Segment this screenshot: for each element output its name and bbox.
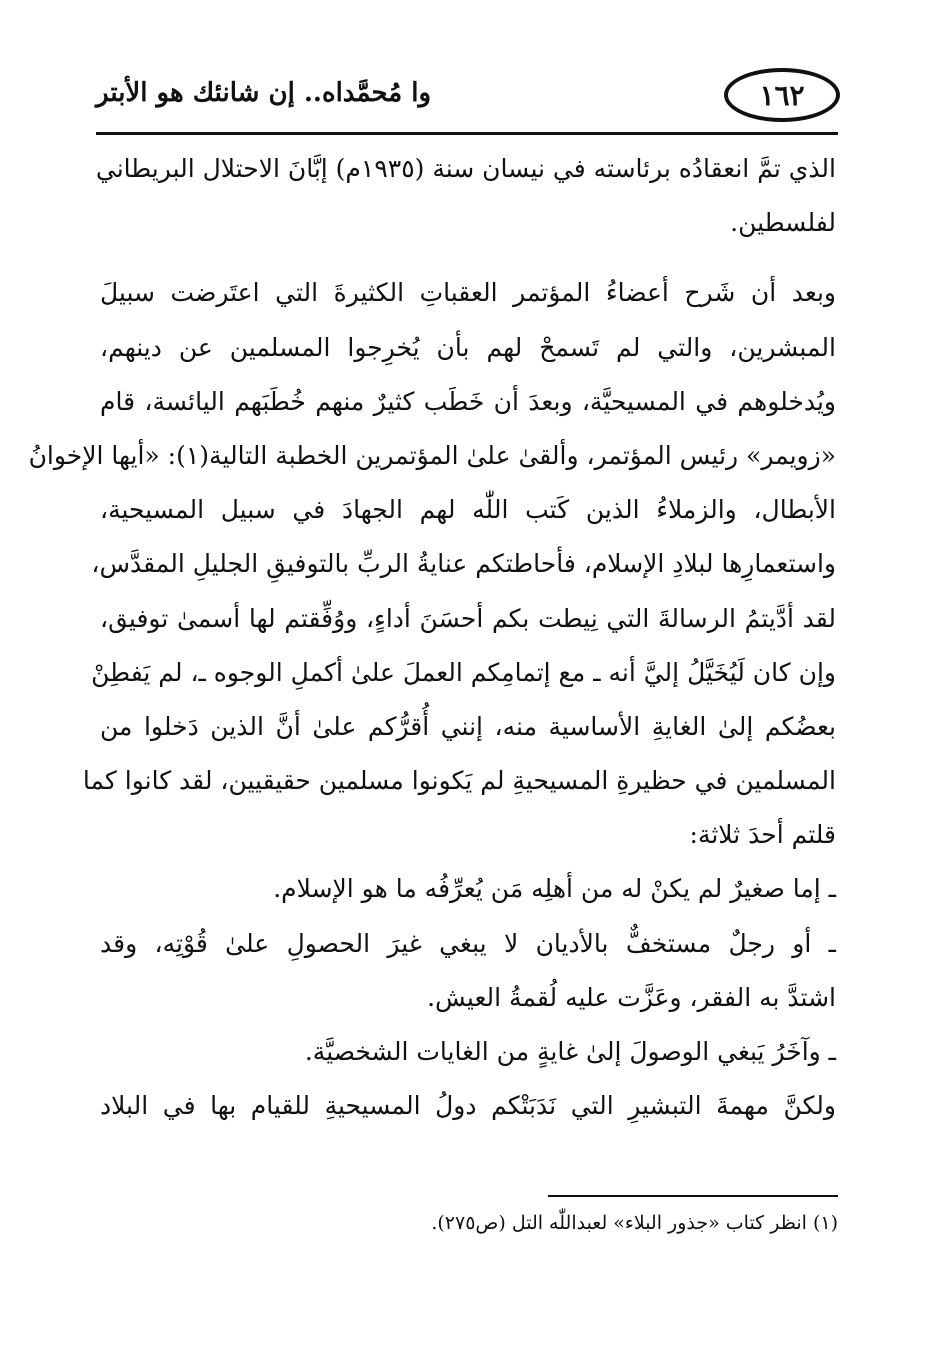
text-line: وبعد أن شَرح أعضاءُ المؤتمر العقباتِ الكثيرةَ التي اعتَرضت سبيلَ — [100, 278, 836, 308]
text-line: بعضُكم إلىٰ الغايةِ الأساسية منه، إنني أُقرُّكم علىٰ أنَّ الذين دَخلوا من — [100, 711, 836, 741]
text-line: وإن كان لَيُخَيَّلُ إليَّ أنه ـ مع إتمامِكم العملَ علىٰ أكملِ الوجوه ـ، لم يَفطِنْ — [91, 657, 836, 687]
text-line: المبشرين، والتي لم تَسمحْ لهم بأن يُخرِجوا المسلمين عن دينهم، — [100, 332, 836, 362]
list-item: ـ وآخَرُ يَبغي الوصولَ إلىٰ غايةٍ من الغايات الشخصيَّة. — [304, 1037, 836, 1066]
text-line: المسلمين في حظيرةِ المسيحيةِ لم يَكونوا مسلمين حقيقيين، لقد كانوا كما — [82, 766, 836, 796]
list-item: ـ إما صغيرٌ لم يكنْ له من أهلِه مَن يُعرِّفُه ما هو الإسلام. — [273, 874, 836, 904]
text-line: لقد أدَّيتمُ الرسالةَ التي نِيطت بكم أحسَنَ أداءٍ، ووُفِّقتم لها أسمىٰ توفيق، — [100, 603, 836, 633]
text-line: الذي تمَّ انعقادُه برئاسته في نيسان سنة (١٩٣٥م) إبَّانَ الاحتلال البريطاني — [95, 154, 836, 183]
running-title: وا مُحمَّداه.. إن شانئك هو الأبتر — [96, 78, 432, 108]
text-line: اشتدَّ به الفقر، وعَزَّت عليه لُقمةُ العيش. — [427, 982, 836, 1012]
page-number: ١٦٢ — [724, 68, 840, 122]
page-header — [96, 68, 838, 135]
main-text — [28, 142, 836, 1133]
text-line: واستعمارِها لبلادِ الإسلام، فأحاطتكم عنايةُ الربِّ بالتوفيقِ الجليلِ المقدَّس، — [91, 549, 836, 579]
text-line: الأبطال، والزملاءُ الذين كَتب اللّٰه لهم الجهادَ في سبيل المسيحية، — [100, 495, 836, 525]
text-line: ولكنَّ مهمةَ التبشيرِ التي نَدَبَتْكم دولُ المسيحيةِ للقيام بها في البلاد — [100, 1091, 836, 1121]
text-line: ويُدخلوهم في المسيحيَّة، وبعدَ أن خَطَب كثيرٌ منهم خُطَبَهم اليائسة، قام — [100, 386, 836, 416]
footnote: (١) انظر كتاب «جذور البلاء» لعبداللّٰه التل (ص٢٧٥). — [431, 1212, 838, 1234]
text-line: «زويمر» رئيس المؤتمر، وألقىٰ علىٰ المؤتمرين الخطبة التالية(١): «أيها الإخوانُ — [28, 440, 836, 470]
list-item: ـ أو رجلٌ مستخفٌّ بالأديان لا يبغي غيرَ الحصولِ علىٰ قُوْتِه، وقد — [100, 928, 836, 958]
text-line: لفلسطين. — [730, 208, 836, 238]
footnote-divider — [548, 1195, 838, 1197]
text-line: قلتم أحدَ ثلاثة: — [689, 820, 836, 850]
